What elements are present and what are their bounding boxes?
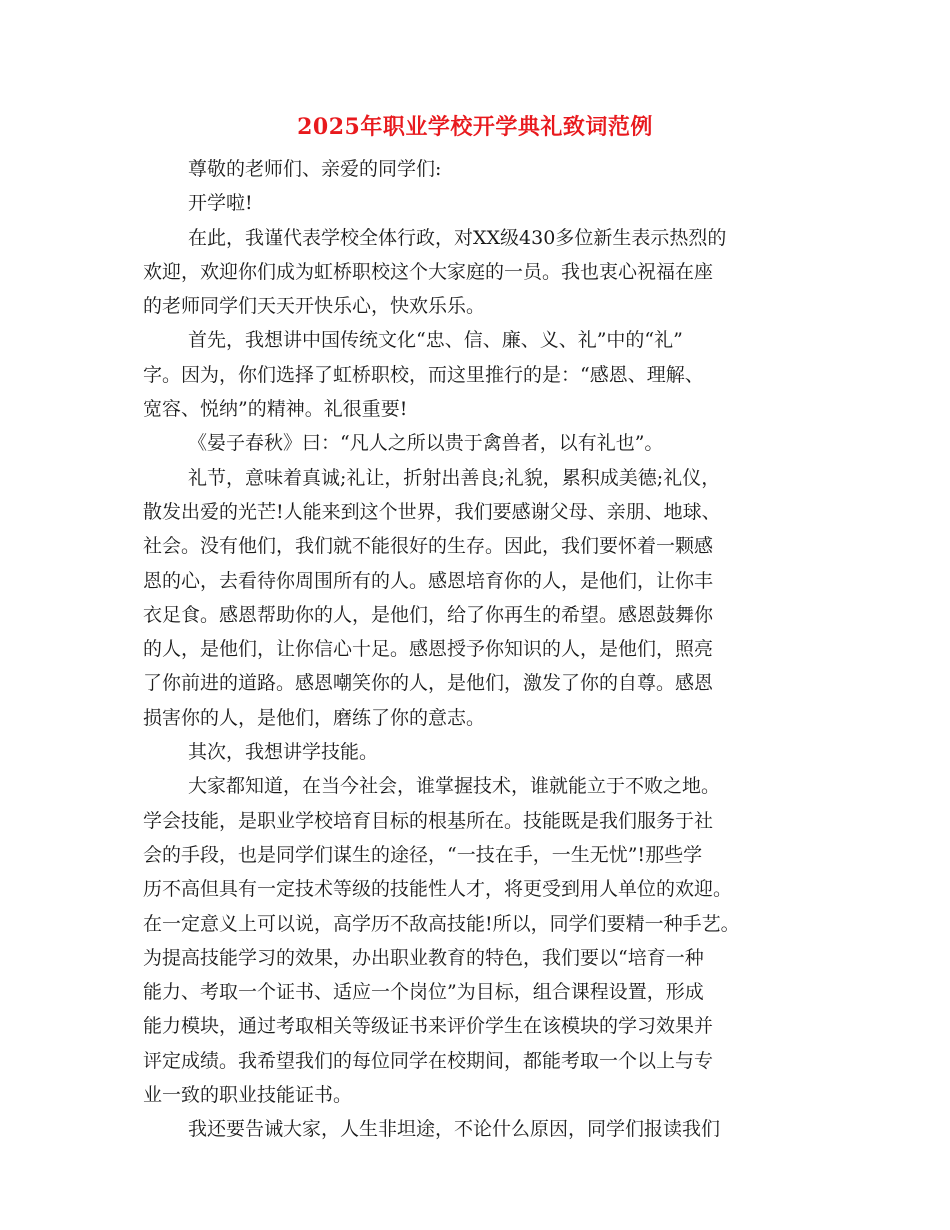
text-line: 的老师同学们天天开快乐心，快欢乐乐。: [143, 295, 486, 318]
text-line: 了你前进的道路。感恩嘲笑你的人，是他们，激发了你的自尊。感恩: [143, 672, 714, 695]
text-line: 为提高技能学习的效果，办出职业教育的特色，我们要以“培育一种: [143, 946, 704, 969]
text-line: 其次，我想讲学技能。: [188, 741, 379, 764]
text-line: 《晏子春秋》曰：“凡人之所以贵于禽兽者，以有礼也”。: [188, 432, 664, 455]
text-line: 开学啦!: [188, 192, 253, 215]
text-line: 大家都知道，在当今社会，谁掌握技术，谁就能立于不败之地。: [188, 775, 721, 798]
text-line: 损害你的人，是他们，磨练了你的意志。: [143, 706, 486, 729]
text-line: 能力模块，通过考取相关等级证书来评价学生在该模块的学习效果并: [143, 1015, 714, 1038]
text-line: 衣足食。感恩帮助你的人，是他们，给了你再生的希望。感恩鼓舞你: [143, 603, 714, 626]
document-title: 2025年职业学校开学典礼致词范例: [297, 114, 653, 140]
text-line: 字。因为，你们选择了虹桥职校，而这里推行的是：“感恩、理解、: [143, 363, 704, 386]
text-line: 宽容、悦纳”的精神。礼很重要!: [143, 398, 408, 421]
text-line: 业一致的职业技能证书。: [143, 1084, 353, 1107]
text-line: 在此，我谨代表学校全体行政，对XX级430多位新生表示热烈的: [188, 226, 727, 249]
text-line: 会的手段，也是同学们谋生的途径，“一技在手，一生无忧”!那些学: [143, 843, 703, 866]
text-line: 学会技能，是职业学校培育目标的根基所在。技能既是我们服务于社: [143, 809, 714, 832]
text-line: 欢迎，欢迎你们成为虹桥职校这个大家庭的一员。我也衷心祝福在座: [143, 260, 714, 283]
text-line: 社会。没有他们，我们就不能很好的生存。因此，我们要怀着一颗感: [143, 535, 714, 558]
document-body: [143, 152, 808, 1147]
text-line: 的人，是他们，让你信心十足。感恩授予你知识的人，是他们，照亮: [143, 638, 714, 661]
text-line: 评定成绩。我希望我们的每位同学在校期间，都能考取一个以上与专: [143, 1049, 714, 1072]
text-line: 恩的心，去看待你周围所有的人。感恩培育你的人，是他们，让你丰: [143, 569, 714, 592]
text-line: 能力、考取一个证书、适应一个岗位”为目标，组合课程设置，形成: [143, 981, 704, 1004]
text-line: 礼节，意味着真诚;礼让，折射出善良;礼貌，累积成美德;礼仪，: [188, 466, 721, 489]
text-line: 历不高但具有一定技术等级的技能性人才，将更受到用人单位的欢迎。: [143, 878, 733, 901]
text-line: 我还要告诫大家，人生非坦途，不论什么原因，同学们报读我们: [188, 1118, 721, 1141]
text-line: 首先，我想讲中国传统文化“忠、信、廉、义、礼”中的“礼”: [188, 329, 683, 352]
text-line: 在一定意义上可以说，高学历不敌高技能!所以，同学们要精一种手艺。: [143, 912, 740, 935]
text-line: 散发出爱的光芒!人能来到这个世界，我们要感谢父母、亲朋、地球、: [143, 500, 721, 523]
text-line: 尊敬的老师们、亲爱的同学们:: [188, 158, 442, 180]
